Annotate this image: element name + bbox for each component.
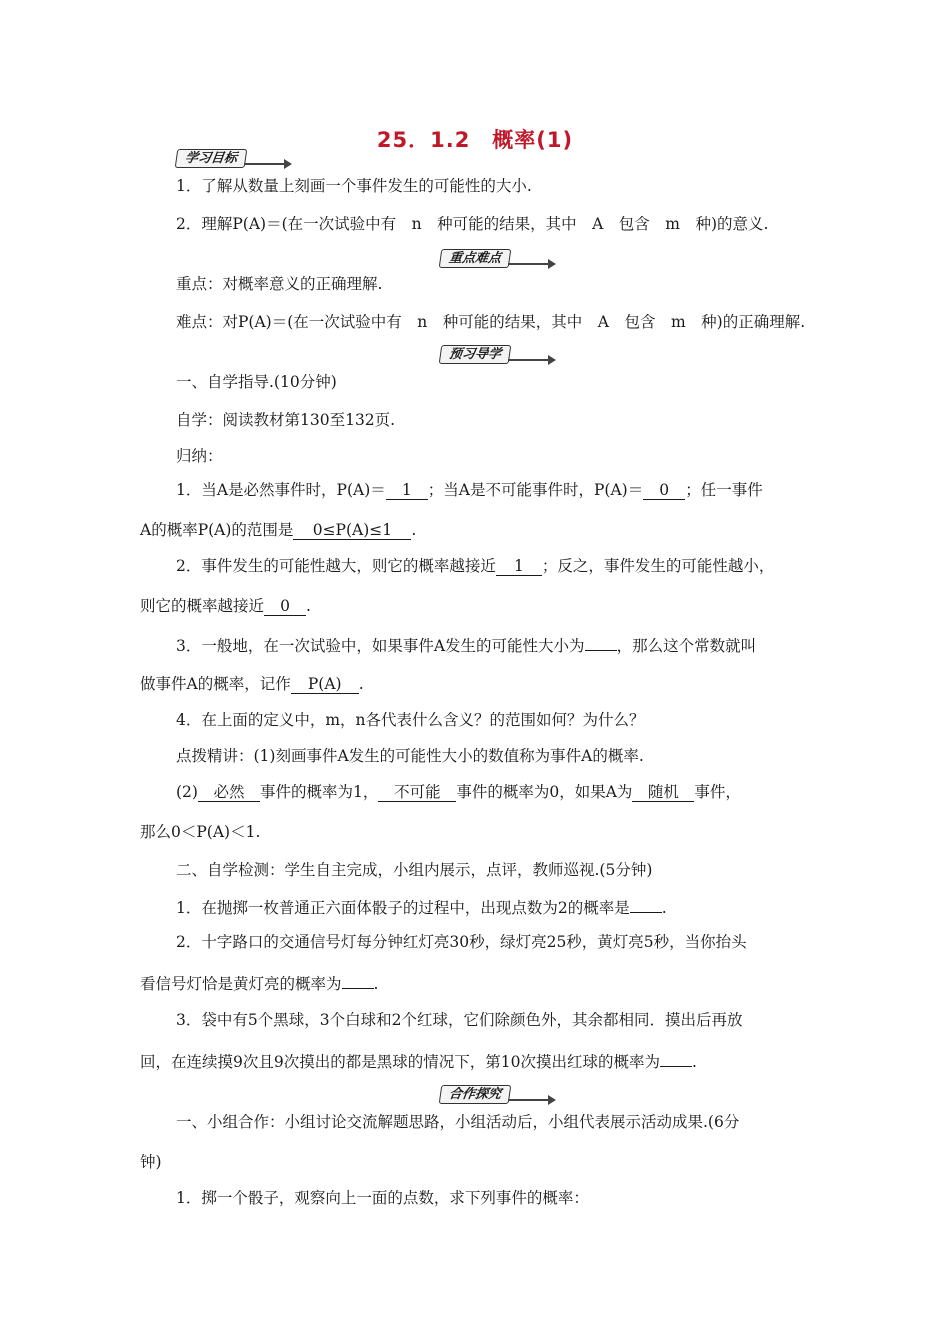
text: 3．一般地，在一次试验中，如果事件A发生的可能性大小为 [176, 637, 585, 655]
text: 事件的概率为0，如果A为 [456, 783, 633, 801]
answer-blank: 随机 [632, 783, 694, 802]
answer-blank [630, 896, 662, 913]
check-3-line-2 [140, 1050, 820, 1072]
text: ；当A是不可能事件时，P(A)＝ [427, 481, 644, 499]
section-tag-key-points [440, 248, 554, 268]
text: 事件， [694, 783, 741, 801]
section-tag-preview [440, 344, 554, 364]
group-question-1: 1．掷一个骰子，观察向上一面的点数，求下列事件的概率： [176, 1189, 589, 1207]
answer-blank [585, 634, 617, 651]
section-tag-goals [176, 148, 290, 168]
difficult-point: 难点：对P(A)＝(在一次试验中有 n 种可能的结果，其中 A 包含 m 种)的正确理解. [176, 313, 806, 331]
group-work-line-2: 钟) [140, 1153, 162, 1171]
text: A的概率P(A)的范围是 [140, 521, 294, 539]
answer-blank: 0 [264, 597, 306, 616]
answer-blank [342, 972, 374, 989]
text: ；任一事件 [685, 481, 763, 499]
check-1 [176, 896, 856, 918]
question-1-line-1 [176, 480, 856, 500]
section-label: 学习目标 [175, 149, 248, 168]
text: . [373, 975, 379, 993]
text: . [358, 675, 364, 693]
self-check-heading: 二、自学检测：学生自主完成，小组内展示，点评，教师巡视.(5分钟) [176, 861, 653, 879]
answer-blank: 0 [643, 481, 685, 500]
text: (2) [176, 783, 198, 801]
summary-label: 归纳： [176, 447, 223, 465]
self-study-reading: 自学：阅读教材第130至132页. [176, 411, 396, 429]
question-1-line-2 [140, 520, 820, 540]
text: . [306, 597, 311, 615]
text: 1．当A是必然事件时，P(A)＝ [176, 481, 386, 499]
text: 事件的概率为1， [259, 783, 379, 801]
page-title: 25．1.2 概率(1) [376, 128, 574, 152]
answer-blank: P(A) [291, 675, 359, 694]
answer-blank: 0≤P(A)≤1 [293, 521, 411, 540]
text: 看信号灯恰是黄灯亮的概率为 [140, 975, 342, 993]
key-point: 重点：对概率意义的正确理解. [176, 275, 383, 293]
text: ，那么这个常数就叫 [616, 637, 757, 655]
question-3-line-2 [140, 674, 820, 694]
section-tag-cooperate [440, 1084, 554, 1104]
text: ；反之，事件发生的可能性越小， [541, 557, 775, 575]
text: 回，在连续摸9次且9次摸出的都是黑球的情况下，第10次摸出红球的概率为 [140, 1053, 660, 1071]
goal-1: 1．了解从数量上刻画一个事件发生的可能性的大小. [176, 177, 532, 195]
text: 则它的概率越接近 [140, 597, 265, 615]
answer-blank: 必然 [198, 783, 260, 802]
text: 做事件A的概率，记作 [140, 675, 291, 693]
question-2-line-2 [140, 596, 820, 616]
text: . [661, 899, 667, 917]
text: 1．在抛掷一枚普通正六面体骰子的过程中，出现点数为2的概率是 [176, 899, 630, 917]
check-2-line-2 [140, 972, 820, 994]
section-label: 预习导学 [439, 345, 512, 364]
answer-blank [660, 1050, 692, 1067]
text: 2．事件发生的可能性越大，则它的概率越接近 [176, 557, 496, 575]
section-label: 合作探究 [439, 1085, 512, 1104]
answer-blank: 1 [386, 481, 428, 500]
question-2-line-1 [176, 556, 856, 576]
group-work-line-1: 一、小组合作：小组讨论交流解题思路，小组活动后，小组代表展示活动成果.(6分 [176, 1113, 740, 1131]
text: . [411, 521, 417, 539]
check-2-line-1: 2．十字路口的交通信号灯每分钟红灯亮30秒，绿灯亮25秒，黄灯亮5秒，当你抬头 [176, 933, 747, 951]
answer-blank: 不可能 [378, 783, 456, 802]
check-3-line-1: 3．袋中有5个黑球，3个白球和2个红球，它们除颜色外，其余都相同．摸出后再放 [176, 1011, 743, 1029]
arrow-icon [508, 1099, 554, 1101]
question-3-line-1 [176, 634, 856, 656]
arrow-icon [508, 359, 554, 361]
answer-blank: 1 [496, 557, 542, 576]
tip-3: 那么0＜P(A)＜1. [140, 823, 261, 841]
tip-1: 点拨精讲：(1)刻画事件A发生的可能性大小的数值称为事件A的概率. [176, 747, 644, 765]
arrow-icon [244, 163, 290, 165]
section-label: 重点难点 [439, 249, 512, 268]
self-study-heading: 一、自学指导.(10分钟) [176, 373, 337, 391]
tip-2 [176, 782, 856, 802]
arrow-icon [508, 263, 554, 265]
text: . [691, 1053, 697, 1071]
goal-2: 2．理解P(A)＝(在一次试验中有 n 种可能的结果，其中 A 包含 m 种)的意义. [176, 215, 769, 233]
question-4: 4．在上面的定义中，m，n各代表什么含义？的范围如何？为什么？ [176, 711, 645, 729]
